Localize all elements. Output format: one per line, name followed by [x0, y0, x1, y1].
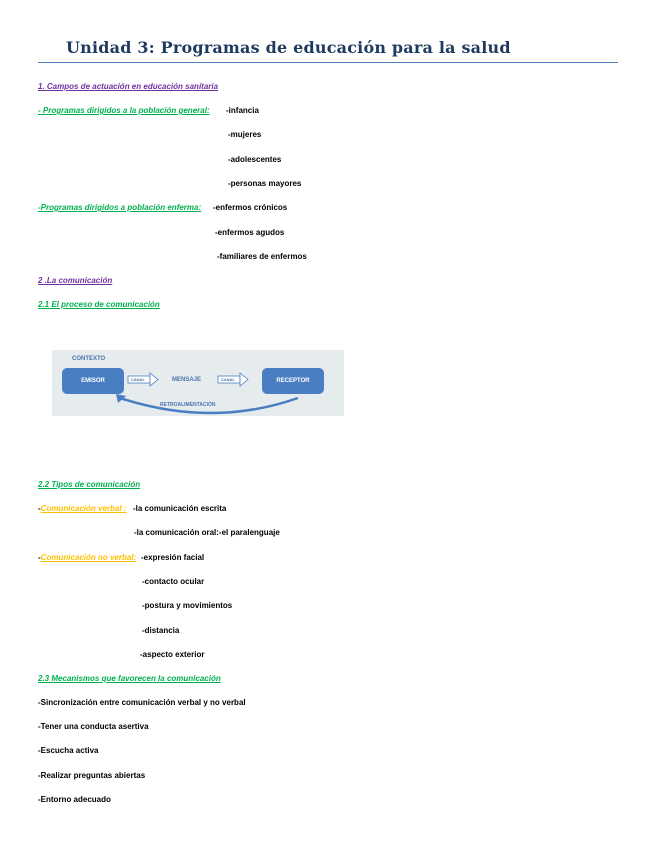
nonverbal-label: Comunicación no verbal:	[40, 553, 137, 562]
sick-population-label: -Programas dirigidos a población enferma:	[38, 203, 202, 212]
nonverbal-item: -contacto ocular	[142, 577, 205, 586]
nonverbal-row: -Comunicación no verbal:	[38, 553, 137, 562]
emisor-box: EMISOR	[62, 368, 124, 394]
mechanism-item: -Tener una conducta asertiva	[38, 722, 149, 731]
diagram-context-label: CONTEXTO	[72, 356, 106, 362]
general-item: -infancia	[226, 106, 259, 115]
page-title: Unidad 3: Programas de educación para la salud	[66, 38, 511, 57]
subsection-2-3-heading: 2.3 Mecanismos que favorecen la comunicación	[38, 674, 221, 683]
subsection-2-1-heading: 2.1 El proceso de comunicación	[38, 300, 160, 309]
title-rule	[38, 62, 618, 63]
general-population-label: - Programas dirigidos a la población general:	[38, 106, 210, 115]
receptor-box: RECEPTOR	[262, 368, 324, 394]
canal-label-1: CANAL	[131, 377, 145, 382]
mechanism-item: -Sincronización entre comunicación verbal y no verbal	[38, 698, 246, 707]
general-item: -personas mayores	[228, 179, 302, 188]
general-item: -adolescentes	[228, 155, 282, 164]
sick-item: -familiares de enfermos	[217, 252, 307, 261]
retroalimentacion-label: RETROALIMENTACIÓN	[160, 402, 216, 408]
section-2-heading: 2 .La comunicación	[38, 276, 113, 285]
verbal-label: Comunicación verbal :	[40, 504, 127, 513]
mensaje-label: MENSAJE	[172, 377, 202, 383]
nonverbal-item: -expresión facial	[141, 553, 205, 562]
mechanism-item: -Entorno adecuado	[38, 795, 111, 804]
canal-label-2: CANAL	[221, 377, 235, 382]
nonverbal-item: -aspecto exterior	[140, 650, 205, 659]
nonverbal-item: -distancia	[142, 626, 180, 635]
mechanism-item: -Realizar preguntas abiertas	[38, 771, 146, 780]
mechanism-item: -Escucha activa	[38, 746, 99, 755]
sick-item: -enfermos crónicos	[213, 203, 288, 212]
communication-process-diagram	[52, 350, 344, 416]
sick-item: -enfermos agudos	[215, 228, 285, 237]
verbal-row: -Comunicación verbal :	[38, 504, 127, 513]
general-item: -mujeres	[228, 130, 262, 139]
nonverbal-item: -postura y movimientos	[142, 601, 233, 610]
section-1-heading: 1. Campos de actuación en educación sanitaria	[38, 82, 219, 91]
verbal-item: -la comunicación oral:-el paralenguaje	[134, 528, 280, 537]
subsection-2-2-heading: 2.2 Tipos de comunicación	[38, 480, 141, 489]
verbal-item: -la comunicación escrita	[133, 504, 227, 513]
